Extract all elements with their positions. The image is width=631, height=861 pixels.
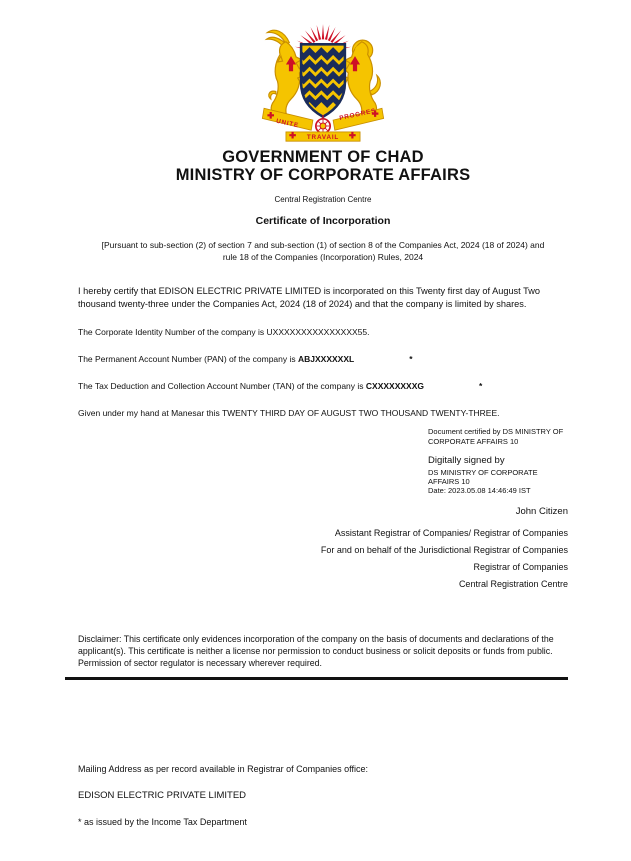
document-certified-text: Document certified by DS MINISTRY OF CORPORATE AFFAIRS 10 [428,426,564,446]
digitally-signed-by-label: Digitally signed by [428,455,505,467]
pan-line [78,354,568,364]
tan-line [78,381,568,391]
government-title: GOVERNMENT OF CHAD [222,148,424,166]
motto-travail: TRAVAIL [306,134,340,142]
pan-footnote: * as issued by the Income Tax Department [78,817,247,828]
tan-value: CXXXXXXXXG [365,380,424,391]
signer-identity: DS MINISTRY OF CORPORATE AFFAIRS 10 [428,467,538,487]
certification-paragraph: I hereby certify that EDISON ELECTRIC PRIVATE LIMITED is incorporated on this Twenty first day of August Two thousand twenty-three under the Companies Act, 2024 (18 of 2024) and that the company is limited by shares. [78,285,540,309]
pan-value: ABJXXXXXXL [298,353,355,364]
registrar-role-4: Central Registration Centre [458,578,568,589]
given-under-hand-line: Given under my hand at Manesar this TWENTY THIRD DAY OF AUGUST TWO THOUSAND TWENTY-THREE. [78,407,500,418]
pan-prefix: The Permanent Account Number (PAN) of the company is [78,353,298,364]
medal-icon [316,115,330,133]
disclaimer-text: Disclaimer: This certificate only evidences incorporation of the company on the basis of documents and declarations of the applicant(s). This certificate is neither a license nor permission to conduct business or solicit deposits or funds from public. Permission of sector regulator is necessary wherever required. [78,633,554,669]
divider-line [65,677,568,680]
motto-unite: UNITE [275,117,300,130]
tan-asterisk: * [479,380,483,391]
cin-line: The Corporate Identity Number of the company is UXXXXXXXXXXXXXXX55. [78,326,370,337]
ministry-title: MINISTRY OF CORPORATE AFFAIRS [175,166,471,185]
registrar-role-1: Assistant Registrar of Companies/ Registrar of Companies [334,527,568,538]
registrar-role-2: For and on behalf of the Jurisdictional Registrar of Companies [320,544,568,555]
registrar-name: John Citizen [515,505,568,517]
mailing-address-label: Mailing Address as per record available in Registrar of Companies office: [78,764,368,775]
signature-date: Date: 2023.05.08 14:46:49 IST [428,486,531,496]
pan-asterisk: * [409,353,413,364]
shield-icon [298,44,351,116]
tan-prefix: The Tax Deduction and Collection Account Number (TAN) of the company is [78,380,366,391]
registrar-role-3: Registrar of Companies [473,561,568,572]
company-name: EDISON ELECTRIC PRIVATE LIMITED [78,790,247,802]
digital-signature-block [428,455,554,496]
chad-coat-of-arms-icon [238,14,408,142]
certificate-title: Certificate of Incorporation [255,214,391,227]
registration-centre-label: Central Registration Centre [274,194,372,204]
motto-progres: PROGRES [338,107,377,123]
pursuant-clause: [Pursuant to sub-section (2) of section 7 and sub-section (1) of section 8 of the Companies Act, 2024 (18 of 2024) and rule 18 of the Companies (Incorporation) Rules, 2024 [101,239,545,262]
